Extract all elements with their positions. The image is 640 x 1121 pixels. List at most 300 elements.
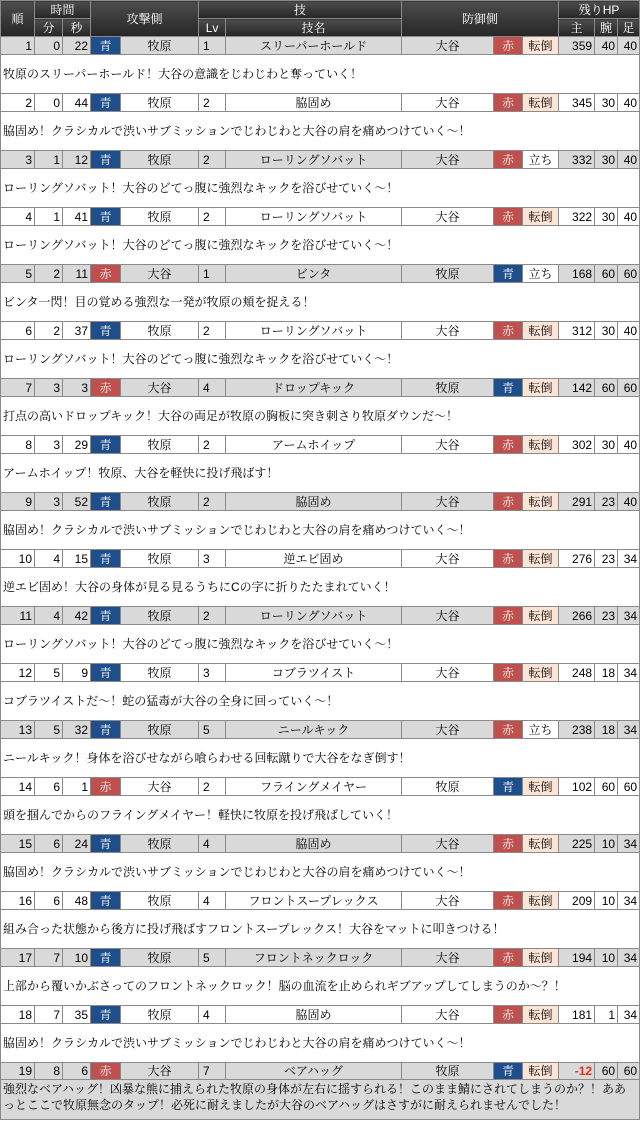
attacker-name: 大谷: [121, 379, 199, 397]
move-row: [1, 37, 640, 55]
hp-arm: 10: [595, 892, 618, 910]
move-second: 32: [63, 721, 91, 739]
move-description-row: [1, 397, 640, 436]
match-log-body: [1, 37, 640, 1120]
hp-leg: 34: [618, 550, 640, 568]
defender-name: 牧原: [402, 265, 494, 283]
defender-status: 転倒: [523, 664, 559, 682]
defender-corner: 赤: [494, 721, 523, 739]
technique-level: 2: [199, 493, 226, 511]
defender-name: 大谷: [402, 151, 494, 169]
defender-status: 転倒: [523, 949, 559, 967]
technique-level: 2: [199, 436, 226, 454]
move-order: 1: [1, 37, 35, 55]
technique-name: 脇固め: [226, 835, 402, 853]
move-second: 22: [63, 37, 91, 55]
header-time: 時間: [35, 1, 91, 19]
hp-arm: 10: [595, 949, 618, 967]
attacker-corner: 青: [91, 721, 121, 739]
hp-leg: 34: [618, 664, 640, 682]
move-row: [1, 664, 640, 682]
defender-name: 大谷: [402, 949, 494, 967]
move-minute: 3: [35, 493, 63, 511]
header-minute: 分: [35, 19, 63, 37]
move-second: 42: [63, 607, 91, 625]
move-order: 6: [1, 322, 35, 340]
attacker-corner: 青: [91, 493, 121, 511]
move-description-row: [1, 910, 640, 949]
move-description-row: [1, 55, 640, 94]
technique-level: 1: [199, 265, 226, 283]
move-description-row: [1, 853, 640, 892]
move-minute: 2: [35, 265, 63, 283]
move-order: 7: [1, 379, 35, 397]
hp-arm: 23: [595, 607, 618, 625]
move-second: 29: [63, 436, 91, 454]
move-description-row: [1, 1024, 640, 1063]
defender-corner: 青: [494, 265, 523, 283]
hp-arm: 23: [595, 550, 618, 568]
hp-arm: 30: [595, 208, 618, 226]
move-description: 脇固め！クラシカルで渋いサブミッションでじわじわと大谷の肩を痛めつけていく～！: [1, 112, 640, 151]
defender-corner: 赤: [494, 436, 523, 454]
hp-arm: 30: [595, 436, 618, 454]
attacker-corner: 青: [91, 664, 121, 682]
move-row: [1, 1063, 640, 1080]
hp-arm: 10: [595, 835, 618, 853]
move-second: 41: [63, 208, 91, 226]
defender-status: 転倒: [523, 379, 559, 397]
attacker-name: 大谷: [121, 1063, 199, 1080]
move-minute: 6: [35, 835, 63, 853]
hp-main: 194: [559, 949, 595, 967]
defender-corner: 赤: [494, 892, 523, 910]
header-second: 秒: [63, 19, 91, 37]
move-description-row: [1, 112, 640, 151]
attacker-name: 牧原: [121, 151, 199, 169]
move-row: [1, 322, 640, 340]
attacker-name: 牧原: [121, 550, 199, 568]
defender-corner: 赤: [494, 949, 523, 967]
defender-corner: 赤: [494, 664, 523, 682]
move-minute: 0: [35, 94, 63, 112]
hp-arm: 18: [595, 721, 618, 739]
attacker-name: 牧原: [121, 835, 199, 853]
technique-level: 3: [199, 664, 226, 682]
hp-leg: 40: [618, 37, 640, 55]
attacker-name: 牧原: [121, 949, 199, 967]
hp-leg: 34: [618, 949, 640, 967]
move-second: 9: [63, 664, 91, 682]
hp-leg: 60: [618, 265, 640, 283]
hp-main: 142: [559, 379, 595, 397]
move-minute: 4: [35, 550, 63, 568]
hp-leg: 40: [618, 493, 640, 511]
move-row: [1, 835, 640, 853]
hp-arm: 60: [595, 778, 618, 796]
move-row: [1, 721, 640, 739]
move-description: 脇固め！クラシカルで渋いサブミッションでじわじわと大谷の肩を痛めつけていく～！: [1, 511, 640, 550]
technique-name: ドロップキック: [226, 379, 402, 397]
attacker-name: 牧原: [121, 436, 199, 454]
hp-main: 332: [559, 151, 595, 169]
technique-level: 2: [199, 94, 226, 112]
attacker-name: 大谷: [121, 265, 199, 283]
hp-arm: 60: [595, 379, 618, 397]
technique-name: 脇固め: [226, 1006, 402, 1024]
technique-name: 脇固め: [226, 493, 402, 511]
move-order: 3: [1, 151, 35, 169]
hp-leg: 34: [618, 1006, 640, 1024]
move-description-row: [1, 967, 640, 1006]
move-row: [1, 379, 640, 397]
move-row: [1, 778, 640, 796]
move-row: [1, 607, 640, 625]
defender-name: 大谷: [402, 37, 494, 55]
hp-leg: 34: [618, 607, 640, 625]
defender-status: 立ち: [523, 151, 559, 169]
attacker-corner: 青: [91, 550, 121, 568]
hp-main: 266: [559, 607, 595, 625]
move-description-row: [1, 682, 640, 721]
hp-arm: 23: [595, 493, 618, 511]
move-description-row: [1, 625, 640, 664]
move-minute: 6: [35, 892, 63, 910]
move-description: 組み合った状態から後方に投げ飛ばすフロントスープレックス！大谷をマットに叩きつける！: [1, 910, 640, 949]
move-minute: 7: [35, 949, 63, 967]
attacker-name: 牧原: [121, 1006, 199, 1024]
defender-corner: 青: [494, 778, 523, 796]
move-minute: 1: [35, 151, 63, 169]
hp-main: 225: [559, 835, 595, 853]
move-description: ローリングソバット！大谷のどてっ腹に強烈なキックを浴びせていく～！: [1, 340, 640, 379]
hp-arm: 60: [595, 1063, 618, 1080]
move-minute: 2: [35, 322, 63, 340]
defender-corner: 赤: [494, 37, 523, 55]
hp-main: 302: [559, 436, 595, 454]
move-description: 牧原のスリーパーホールド！大谷の意識をじわじわと奪っていく！: [1, 55, 640, 94]
defender-status: 転倒: [523, 1006, 559, 1024]
move-row: [1, 94, 640, 112]
defender-corner: 赤: [494, 550, 523, 568]
defender-status: 転倒: [523, 37, 559, 55]
move-description: 脇固め！クラシカルで渋いサブミッションでじわじわと大谷の肩を痛めつけていく～！: [1, 1024, 640, 1063]
hp-arm: 30: [595, 322, 618, 340]
move-description-row: [1, 454, 640, 493]
hp-leg: 40: [618, 322, 640, 340]
hp-leg: 40: [618, 436, 640, 454]
hp-leg: 40: [618, 151, 640, 169]
attacker-name: 大谷: [121, 778, 199, 796]
move-row: [1, 436, 640, 454]
move-order: 8: [1, 436, 35, 454]
attacker-name: 牧原: [121, 37, 199, 55]
move-description-row: [1, 568, 640, 607]
move-description: ローリングソバット！大谷のどてっ腹に強烈なキックを浴びせていく～！: [1, 169, 640, 208]
technique-level: 2: [199, 322, 226, 340]
header-hp-leg: 足: [618, 19, 640, 37]
move-order: 17: [1, 949, 35, 967]
hp-leg: 40: [618, 94, 640, 112]
technique-level: 5: [199, 949, 226, 967]
technique-name: コブラツイスト: [226, 664, 402, 682]
move-second: 12: [63, 151, 91, 169]
defender-status: 転倒: [523, 1063, 559, 1080]
move-minute: 0: [35, 37, 63, 55]
attacker-name: 牧原: [121, 664, 199, 682]
defender-name: 大谷: [402, 607, 494, 625]
defender-status: 転倒: [523, 607, 559, 625]
technique-level: 2: [199, 607, 226, 625]
technique-name: ローリングソバット: [226, 607, 402, 625]
defender-status: 転倒: [523, 322, 559, 340]
defender-status: 転倒: [523, 550, 559, 568]
hp-arm: 60: [595, 265, 618, 283]
header-hp-main: 主: [559, 19, 595, 37]
technique-name: フライングメイヤー: [226, 778, 402, 796]
header-order: 順: [1, 1, 35, 37]
move-description: 強烈なベアハッグ！凶暴な熊に捕えられた牧原の身体が左右に揺すられる！このまま鯖にされてしまうのか？！ああっとここで牧原無念のタップ！必死に耐えましたが大谷のベアハッグはさすがに耐えられませんでした！: [1, 1080, 640, 1120]
move-order: 14: [1, 778, 35, 796]
move-order: 12: [1, 664, 35, 682]
move-description: コブラツイストだ～！蛇の猛毒が大谷の全身に回っていく～！: [1, 682, 640, 721]
move-second: 11: [63, 265, 91, 283]
hp-main: 181: [559, 1006, 595, 1024]
technique-level: 4: [199, 835, 226, 853]
technique-name: ローリングソバット: [226, 208, 402, 226]
move-minute: 4: [35, 607, 63, 625]
move-description-row: [1, 1080, 640, 1120]
hp-leg: 34: [618, 892, 640, 910]
technique-level: 4: [199, 892, 226, 910]
move-order: 11: [1, 607, 35, 625]
move-description-row: [1, 169, 640, 208]
technique-name: 脇固め: [226, 94, 402, 112]
move-row: [1, 892, 640, 910]
attacker-corner: 青: [91, 436, 121, 454]
move-order: 16: [1, 892, 35, 910]
defender-corner: 赤: [494, 322, 523, 340]
hp-main: 345: [559, 94, 595, 112]
hp-arm: 40: [595, 37, 618, 55]
move-row: [1, 1006, 640, 1024]
move-description-row: [1, 340, 640, 379]
defender-name: 大谷: [402, 493, 494, 511]
header-row-top: [1, 1, 640, 19]
move-minute: 5: [35, 664, 63, 682]
move-second: 10: [63, 949, 91, 967]
hp-main: 209: [559, 892, 595, 910]
defender-status: 転倒: [523, 436, 559, 454]
technique-name: 逆エビ固め: [226, 550, 402, 568]
attacker-name: 牧原: [121, 607, 199, 625]
move-second: 1: [63, 778, 91, 796]
defender-corner: 青: [494, 379, 523, 397]
hp-main: -12: [559, 1063, 595, 1080]
hp-main: 322: [559, 208, 595, 226]
defender-status: 立ち: [523, 265, 559, 283]
move-order: 9: [1, 493, 35, 511]
defender-corner: 赤: [494, 835, 523, 853]
attacker-corner: 青: [91, 37, 121, 55]
technique-name: フロントスープレックス: [226, 892, 402, 910]
defender-name: 牧原: [402, 1063, 494, 1080]
header-technique: 技: [199, 1, 402, 19]
attacker-corner: 青: [91, 607, 121, 625]
hp-main: 238: [559, 721, 595, 739]
hp-leg: 34: [618, 835, 640, 853]
move-order: 5: [1, 265, 35, 283]
move-description: 脇固め！クラシカルで渋いサブミッションでじわじわと大谷の肩を痛めつけていく～！: [1, 853, 640, 892]
defender-corner: 赤: [494, 208, 523, 226]
move-order: 2: [1, 94, 35, 112]
move-row: [1, 949, 640, 967]
hp-leg: 60: [618, 778, 640, 796]
defender-status: 転倒: [523, 493, 559, 511]
move-second: 37: [63, 322, 91, 340]
technique-name: ニールキック: [226, 721, 402, 739]
attacker-corner: 赤: [91, 265, 121, 283]
defender-status: 転倒: [523, 208, 559, 226]
hp-main: 291: [559, 493, 595, 511]
move-second: 24: [63, 835, 91, 853]
attacker-name: 牧原: [121, 94, 199, 112]
attacker-corner: 青: [91, 1006, 121, 1024]
hp-main: 312: [559, 322, 595, 340]
defender-status: 転倒: [523, 835, 559, 853]
attacker-corner: 青: [91, 94, 121, 112]
technique-level: 1: [199, 37, 226, 55]
technique-name: ローリングソバット: [226, 322, 402, 340]
header-level: Lv: [199, 19, 226, 37]
defender-name: 牧原: [402, 778, 494, 796]
header-technique-name: 技名: [226, 19, 402, 37]
hp-main: 276: [559, 550, 595, 568]
technique-name: フロントネックロック: [226, 949, 402, 967]
defender-name: 大谷: [402, 322, 494, 340]
hp-arm: 30: [595, 94, 618, 112]
defender-name: 牧原: [402, 379, 494, 397]
technique-level: 3: [199, 550, 226, 568]
attacker-corner: 青: [91, 208, 121, 226]
move-second: 6: [63, 1063, 91, 1080]
move-description-row: [1, 796, 640, 835]
move-second: 44: [63, 94, 91, 112]
move-description: ローリングソバット！大谷のどてっ腹に強烈なキックを浴びせていく～！: [1, 226, 640, 265]
technique-level: 2: [199, 778, 226, 796]
move-minute: 5: [35, 721, 63, 739]
move-second: 48: [63, 892, 91, 910]
move-order: 4: [1, 208, 35, 226]
attacker-corner: 青: [91, 949, 121, 967]
move-second: 3: [63, 379, 91, 397]
hp-main: 248: [559, 664, 595, 682]
move-row: [1, 151, 640, 169]
defender-corner: 赤: [494, 151, 523, 169]
defender-name: 大谷: [402, 721, 494, 739]
move-description-row: [1, 226, 640, 265]
attacker-name: 牧原: [121, 493, 199, 511]
defender-corner: 青: [494, 1063, 523, 1080]
defender-status: 立ち: [523, 721, 559, 739]
hp-arm: 30: [595, 151, 618, 169]
technique-level: 7: [199, 1063, 226, 1080]
move-minute: 7: [35, 1006, 63, 1024]
technique-level: 4: [199, 379, 226, 397]
defender-name: 大谷: [402, 550, 494, 568]
move-order: 18: [1, 1006, 35, 1024]
move-description: ビンタ一閃！目の覚める強烈な一発が牧原の頬を捉える！: [1, 283, 640, 322]
technique-level: 4: [199, 1006, 226, 1024]
attacker-name: 牧原: [121, 721, 199, 739]
attacker-corner: 青: [91, 835, 121, 853]
attacker-corner: 赤: [91, 1063, 121, 1080]
attacker-corner: 赤: [91, 778, 121, 796]
move-second: 52: [63, 493, 91, 511]
move-order: 10: [1, 550, 35, 568]
move-second: 35: [63, 1006, 91, 1024]
technique-level: 2: [199, 151, 226, 169]
defender-name: 大谷: [402, 664, 494, 682]
hp-main: 168: [559, 265, 595, 283]
hp-leg: 40: [618, 208, 640, 226]
hp-main: 359: [559, 37, 595, 55]
technique-level: 5: [199, 721, 226, 739]
header-hp-arm: 腕: [595, 19, 618, 37]
attacker-name: 牧原: [121, 322, 199, 340]
defender-name: 大谷: [402, 835, 494, 853]
technique-name: アームホイップ: [226, 436, 402, 454]
hp-leg: 60: [618, 379, 640, 397]
move-description: ニールキック！身体を浴びせながら喰らわせる回転蹴りで大谷をなぎ倒す！: [1, 739, 640, 778]
defender-status: 転倒: [523, 94, 559, 112]
move-minute: 1: [35, 208, 63, 226]
move-description: 逆エビ固め！大谷の身体が見る見るうちにCの字に折りたたまれていく！: [1, 568, 640, 607]
move-description: 打点の高いドロップキック！大谷の両足が牧原の胸板に突き刺さり牧原ダウンだ～！: [1, 397, 640, 436]
hp-arm: 18: [595, 664, 618, 682]
technique-name: ビンタ: [226, 265, 402, 283]
defender-name: 大谷: [402, 436, 494, 454]
defender-name: 大谷: [402, 94, 494, 112]
move-minute: 8: [35, 1063, 63, 1080]
defender-name: 大谷: [402, 208, 494, 226]
attacker-corner: 赤: [91, 379, 121, 397]
move-description-row: [1, 511, 640, 550]
defender-corner: 赤: [494, 94, 523, 112]
move-description: 頭を掴んでからのフライングメイヤー！軽快に牧原を投げ飛ばしていく！: [1, 796, 640, 835]
hp-arm: 1: [595, 1006, 618, 1024]
header-defender: 防御側: [402, 1, 559, 37]
technique-name: ローリングソバット: [226, 151, 402, 169]
technique-name: ベアハッグ: [226, 1063, 402, 1080]
move-order: 19: [1, 1063, 35, 1080]
defender-name: 大谷: [402, 1006, 494, 1024]
move-description-row: [1, 739, 640, 778]
header-attacker: 攻撃側: [91, 1, 199, 37]
attacker-corner: 青: [91, 892, 121, 910]
attacker-corner: 青: [91, 322, 121, 340]
move-row: [1, 550, 640, 568]
defender-status: 転倒: [523, 892, 559, 910]
attacker-corner: 青: [91, 151, 121, 169]
defender-name: 大谷: [402, 892, 494, 910]
attacker-name: 牧原: [121, 208, 199, 226]
attacker-name: 牧原: [121, 892, 199, 910]
move-description: アームホイップ！牧原、大谷を軽快に投げ飛ばす！: [1, 454, 640, 493]
move-order: 13: [1, 721, 35, 739]
move-row: [1, 208, 640, 226]
defender-corner: 赤: [494, 493, 523, 511]
